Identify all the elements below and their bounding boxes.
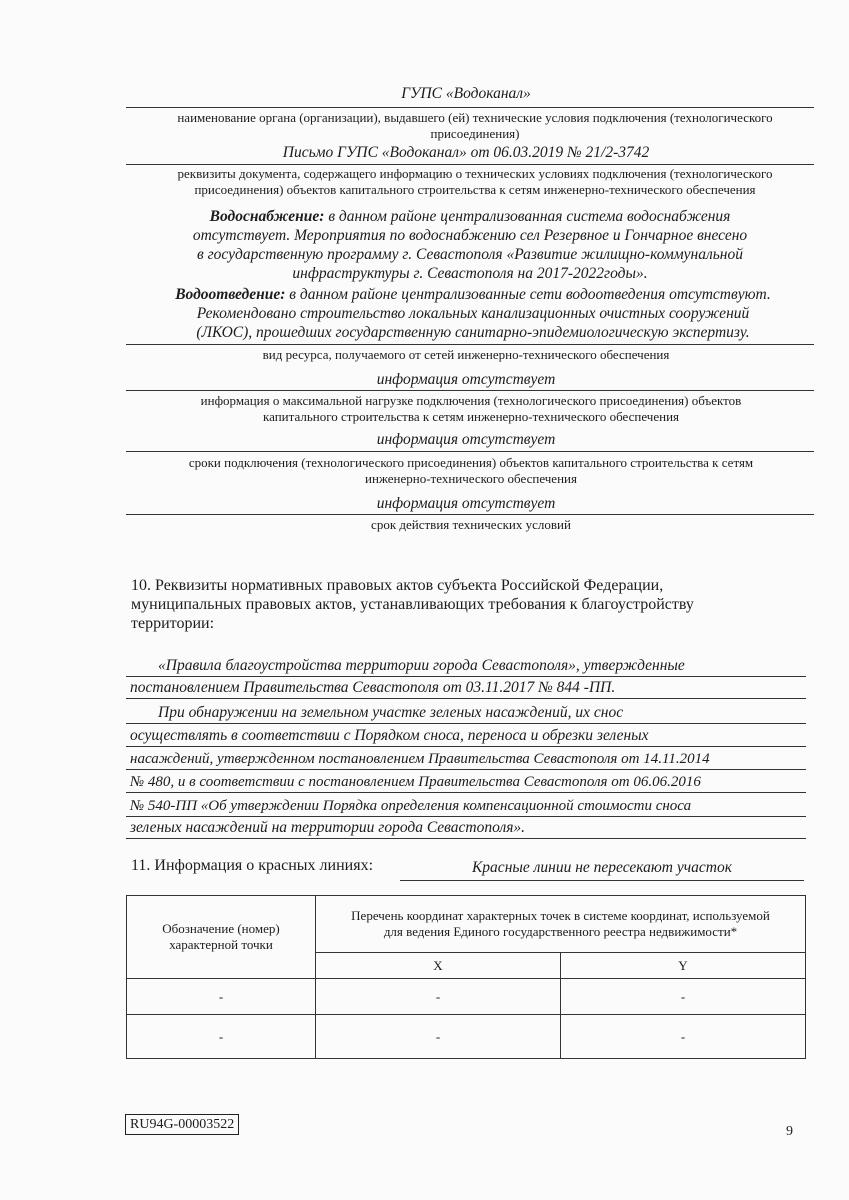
registration-number: RU94G-00003522 [125,1114,239,1135]
x-header: X [316,953,561,979]
rules-line-4: осуществлять в соответствии с Порядком сноса, переноса и обрезки зеленых [130,727,649,744]
rules-line-1: «Правила благоустройства территории города Севастополя», утвержденные [158,657,685,674]
validity-value: информация отсутствует [376,495,556,512]
section10-heading-1: 10. Реквизиты нормативных правовых актов субъекта Российской Федерации, [131,577,664,594]
resource-type-label: вид ресурса, получаемого от сетей инженерно-технического обеспечения [262,347,670,362]
red-lines-value: Красные линии не пересекают участок [472,859,732,876]
connection-terms-label-1: сроки подключения (технологического присоединения) объектов капитального строительства к сетям [188,455,754,470]
red-lines-label: 11. Информация о красных линиях: [131,857,374,874]
divider [126,698,806,699]
water-supply-title: Водоснабжение: [209,208,325,225]
connection-terms-value: информация отсутствует [376,431,556,448]
water-supply-line-2: отсутствует. Мероприятия по водоснабжению сел Резервное и Гончарное внесено [192,227,748,244]
page-number: 9 [786,1124,793,1139]
org-name-value: ГУПС «Водоканал» [401,85,531,102]
point-cell: - [127,1015,316,1059]
x-cell: - [316,1015,561,1059]
rules-line-5: насаждений, утвержденном постановлением Правительства Севастополя от 14.11.2014 [130,751,710,767]
rules-line-7: № 540-ПП «Об утверждении Порядка определения компенсационной стоимости сноса [130,798,692,814]
max-load-value: информация отсутствует [376,371,556,388]
y-cell: - [561,1015,806,1059]
sewer-line-1: Водоотведение: в данном районе централизованные сети водоотведения отсутствуют. [175,286,771,303]
divider [126,769,806,770]
sewer-title: Водоотведение: [175,286,286,303]
max-load-label-2: капитального строительства к сетям инженерно-технического обеспечения [262,409,680,424]
divider [126,676,806,677]
rules-line-8: зеленых насаждений на территории города Севастополя». [130,819,526,836]
divider [126,838,806,839]
validity-label: срок действия технических условий [371,517,571,532]
divider [126,164,814,165]
rules-line-3: При обнаружении на земельном участке зеленых насаждений, их снос [158,704,624,721]
table-row [127,979,806,1015]
section10-heading-2: муниципальных правовых актов, устанавливающих требования к благоустройству [131,596,694,613]
section10-heading-3: территории: [131,615,215,632]
coordinates-table [126,895,806,1059]
divider [126,792,806,793]
divider [126,816,806,817]
table-row [127,1015,806,1059]
sewer-line-2: Рекомендовано строительство локальных канализационных очистных сооружений [196,305,750,322]
water-supply-line-1: Водоснабжение: в данном районе централизованная система водоснабжения [209,208,731,225]
point-cell: - [127,979,316,1015]
org-name-label: наименование органа (организации), выдавшего (ей) технические условия подключения (технологического присоединения) [177,110,773,141]
document-requisites-label: реквизиты документа, содержащего информацию о технических условиях подключения (технологического присоединения) объектов капитального строительства к сетям инженерно-технического обеспечения [177,166,773,197]
divider [400,880,804,881]
max-load-label-1: информация о максимальной нагрузке подключения (технологического присоединения) объектов [200,393,742,408]
rules-line-6: № 480, и в соответствии с постановлением Правительства Севастополя от 06.06.2016 [130,774,701,790]
rules-line-2: постановлением Правительства Севастополя от 03.11.2017 № 844 -ПП. [130,679,616,696]
y-header: Y [561,953,806,979]
connection-terms-label-2: инженерно-технического обеспечения [365,471,577,486]
coordinates-list-header: Перечень координат характерных точек в системе координат, используемой для ведения Единого государственного реестра недвижимости* [316,896,806,953]
divider [126,390,814,391]
divider [126,107,814,108]
y-cell: - [561,979,806,1015]
divider [126,451,814,452]
divider [126,746,806,747]
divider [126,344,814,345]
point-number-header: Обозначение (номер) характерной точки [127,896,316,979]
divider [126,723,806,724]
sewer-line-3: (ЛКОС), прошедших государственную санитарно-эпидемиологическую экспертизу. [196,324,750,341]
document-requisites-value: Письмо ГУПС «Водоканал» от 06.03.2019 № 21/2-3742 [282,144,650,161]
x-cell: - [316,979,561,1015]
water-supply-line-4: инфраструктуры г. Севастополя на 2017-2022годы». [292,265,648,282]
divider [126,514,814,515]
water-supply-line-3: в государственную программу г. Севастополя «Развитие жилищно-коммунальной [197,246,743,263]
